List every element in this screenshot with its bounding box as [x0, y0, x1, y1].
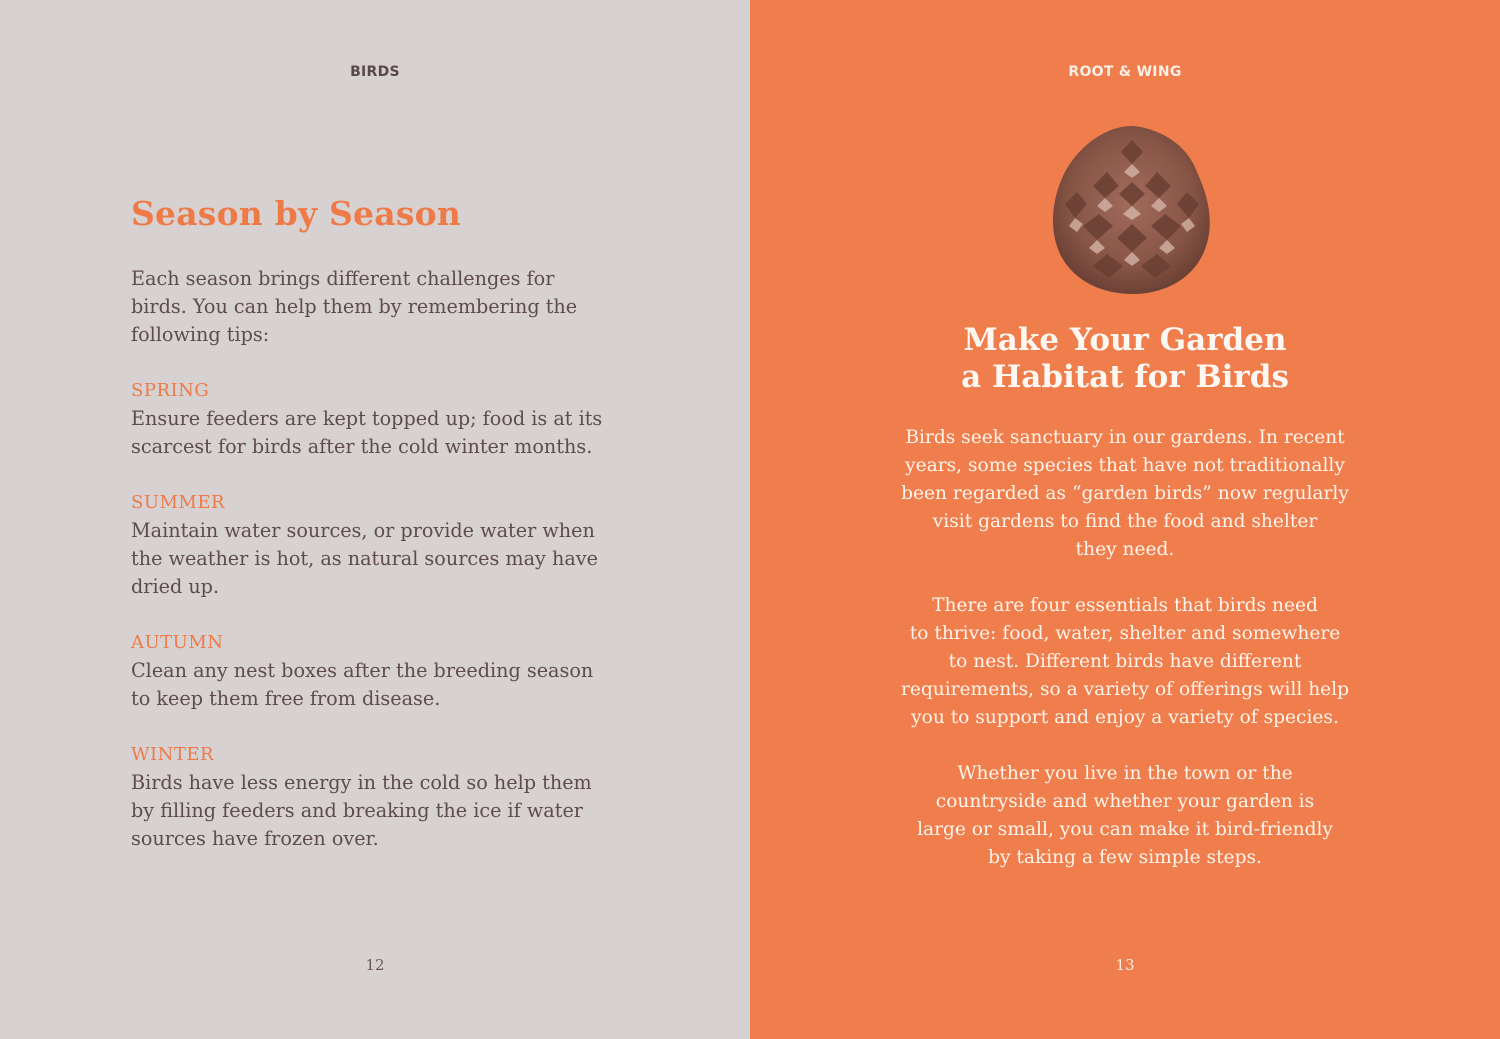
paragraph-sanctuary — [875, 424, 1375, 564]
pine-cone-icon — [1047, 122, 1217, 298]
page-title-garden-habitat — [750, 322, 1500, 396]
text-line: There are four essentials that birds need — [932, 595, 1318, 616]
title-line: a Habitat for Birds — [961, 359, 1289, 395]
text-line: Birds have less energy in the cold so help them — [131, 771, 592, 794]
text-line: been regarded as “garden birds” now regularly — [901, 483, 1349, 504]
text-line: Whether you live in the town or the — [957, 763, 1293, 784]
season-text — [131, 517, 631, 601]
text-line: following tips: — [131, 323, 270, 346]
season-heading: AUTUMN — [131, 632, 224, 653]
text-line: requirements, so a variety of offerings will help — [900, 679, 1350, 700]
season-heading: WINTER — [131, 744, 215, 765]
text-line: visit gardens to find the food and shelter — [932, 511, 1318, 532]
right-column — [875, 424, 1375, 900]
text-line: dried up. — [131, 575, 220, 598]
running-head-right: ROOT & WING — [1068, 64, 1182, 80]
paragraph-bird-friendly — [875, 760, 1375, 872]
text-line: Maintain water sources, or provide water when — [131, 519, 595, 542]
text-line: large or small, you can make it bird-friendly — [917, 819, 1333, 840]
season-text — [131, 769, 631, 853]
text-line: Clean any nest boxes after the breeding season — [131, 659, 594, 682]
text-line: years, some species that have not traditionally — [905, 455, 1345, 476]
season-winter — [131, 741, 631, 853]
season-spring — [131, 377, 631, 461]
intro-paragraph — [131, 265, 631, 349]
text-line: by filling feeders and breaking the ice if water — [131, 799, 583, 822]
running-head-left: BIRDS — [350, 64, 400, 80]
title-line: Make Your Garden — [963, 322, 1287, 358]
left-column — [131, 190, 631, 853]
right-page — [750, 0, 1500, 1039]
text-line: Each season brings different challenges for — [131, 267, 555, 290]
text-line: scarcest for birds after the cold winter months. — [131, 435, 593, 458]
season-text — [131, 405, 631, 461]
text-line: the weather is hot, as natural sources may have — [131, 547, 598, 570]
page-title-season-by-season: Season by Season — [131, 194, 462, 233]
text-line: countryside and whether your garden is — [935, 791, 1315, 812]
text-line: by taking a few simple steps. — [988, 847, 1262, 868]
text-line: they need. — [1075, 539, 1175, 560]
paragraph-four-essentials — [875, 592, 1375, 732]
season-summer — [131, 489, 631, 601]
text-line: you to support and enjoy a variety of species. — [911, 707, 1339, 728]
text-line: to keep them free from disease. — [131, 687, 441, 710]
season-text — [131, 657, 631, 713]
page-number-left: 12 — [365, 956, 385, 974]
page-number-right: 13 — [1115, 956, 1135, 974]
text-line: Ensure feeders are kept topped up; food is at its — [131, 407, 603, 430]
text-line: birds. You can help them by remembering the — [131, 295, 578, 318]
season-heading: SUMMER — [131, 492, 226, 513]
season-heading: SPRING — [131, 380, 210, 401]
text-line: sources have frozen over. — [131, 827, 379, 850]
season-autumn — [131, 629, 631, 713]
text-line: Birds seek sanctuary in our gardens. In recent — [905, 427, 1345, 448]
text-line: to nest. Different birds have different — [948, 651, 1302, 672]
text-line: to thrive: food, water, shelter and somewhere — [909, 623, 1341, 644]
